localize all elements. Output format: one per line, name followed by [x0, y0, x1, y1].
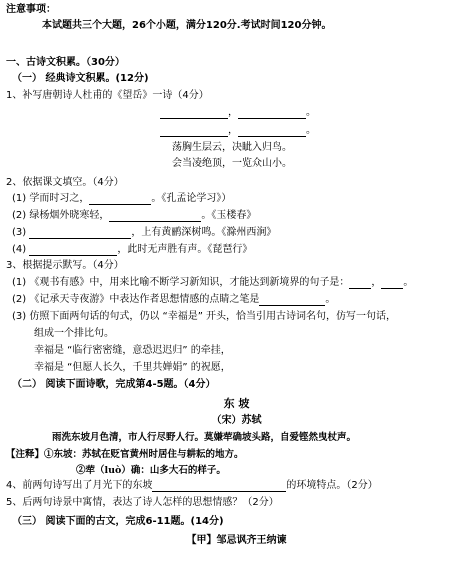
section1-title: （一） 经典诗文积累。(12分): [12, 73, 149, 84]
q2-blank-4[interactable]: [29, 244, 117, 256]
q2-item1: (1) 学而时习之， 。《孔孟论学习》）: [12, 193, 232, 204]
poem-note-2: ②荦（luò）确：山多大石的样子。: [76, 465, 226, 476]
q1-blank-3[interactable]: [160, 125, 228, 137]
q3-example1: 幸福是 “临行密密缝，意恐迟迟归” 的牵挂，: [34, 345, 231, 356]
q3-blank-1[interactable]: [349, 277, 371, 289]
q3-item3-cont: 组成一个排比句。: [34, 328, 114, 339]
part1-title: 一、古诗文积累。（30分）: [6, 57, 125, 68]
q2-item4: (4) ，此时无声胜有声。《琵琶行》: [12, 244, 253, 255]
q2-blank-3[interactable]: [29, 227, 131, 239]
q1-blank-1[interactable]: [160, 107, 228, 119]
q2-prompt: 2、依据课文填空。（4分）: [6, 177, 124, 188]
q2-item2: (2) 绿杨烟外晓寒轻， 。《玉楼春》: [12, 210, 257, 221]
section3-title: （三） 阅读下面的古文，完成6-11题。(14分): [12, 516, 224, 527]
q2-item3: (3) ，上有黄鹂深树鸣。《滁州西涧》: [12, 227, 277, 238]
q3-blank-3[interactable]: [259, 294, 325, 306]
notice-heading: 注意事项：: [6, 4, 56, 15]
poem-title: 东 坡: [223, 397, 250, 410]
notice-body: 本试题共三个大题，26个小题，满分120分.考试时间120分钟。: [42, 20, 332, 31]
q1-line1: ， 。: [160, 106, 316, 119]
q3-prompt: 3、根据提示默写。（4分）: [6, 260, 124, 271]
q3-example2: 幸福是 “但愿人长久，千里共婵娟” 的祝愿，: [34, 362, 231, 373]
q4-blank[interactable]: [152, 480, 286, 492]
q1-line4: 会当凌绝顶，一览众山小。: [172, 158, 292, 169]
poem-text: 雨洗东坡月色清，市人行尽野人行。莫嫌荦确坡头路，自爱铿然曳杖声。: [52, 432, 357, 443]
q1-blank-4[interactable]: [238, 125, 306, 137]
q3-item3: (3) 仿照下面两句话的句式，仍以 “幸福是” 开头，恰当引用古诗词名句，仿写一句话，: [12, 311, 397, 322]
passage-title: 【甲】邹忌讽齐王纳谏: [186, 535, 287, 546]
q4: 4、前两句诗写出了月光下的东坡 的环境特点。（2分）: [6, 480, 378, 491]
q1-blank-2[interactable]: [238, 107, 306, 119]
q3-blank-2[interactable]: [381, 277, 403, 289]
q2-blank-1[interactable]: [89, 193, 151, 205]
q5: 5、后两句诗景中寓情，表达了诗人怎样的思想情感？（2分）: [6, 497, 279, 508]
poem-note-1: 【注释】①东坡：苏轼在贬官黄州时居住与耕耘的地方。: [6, 449, 244, 460]
section2-title: （二） 阅读下面诗歌，完成第4-5题。（4分）: [12, 379, 216, 390]
q3-item2: (2) 《记承天寺夜游》中表达作者思想情感的点睛之笔是 。: [12, 294, 336, 305]
q1-prompt: 1、补写唐朝诗人杜甫的《望岳》一诗（4分）: [6, 90, 209, 101]
q1-line3: 荡胸生层云，决眦入归鸟。: [172, 142, 292, 153]
poem-author: （宋）苏轼: [211, 415, 262, 426]
q2-blank-2[interactable]: [109, 210, 201, 222]
q3-item1: (1) 《观书有感》中，用来比喻不断学习新知识，才能达到新境界的句子是： ， 。: [12, 277, 414, 288]
q1-line2: ， 。: [160, 124, 316, 137]
